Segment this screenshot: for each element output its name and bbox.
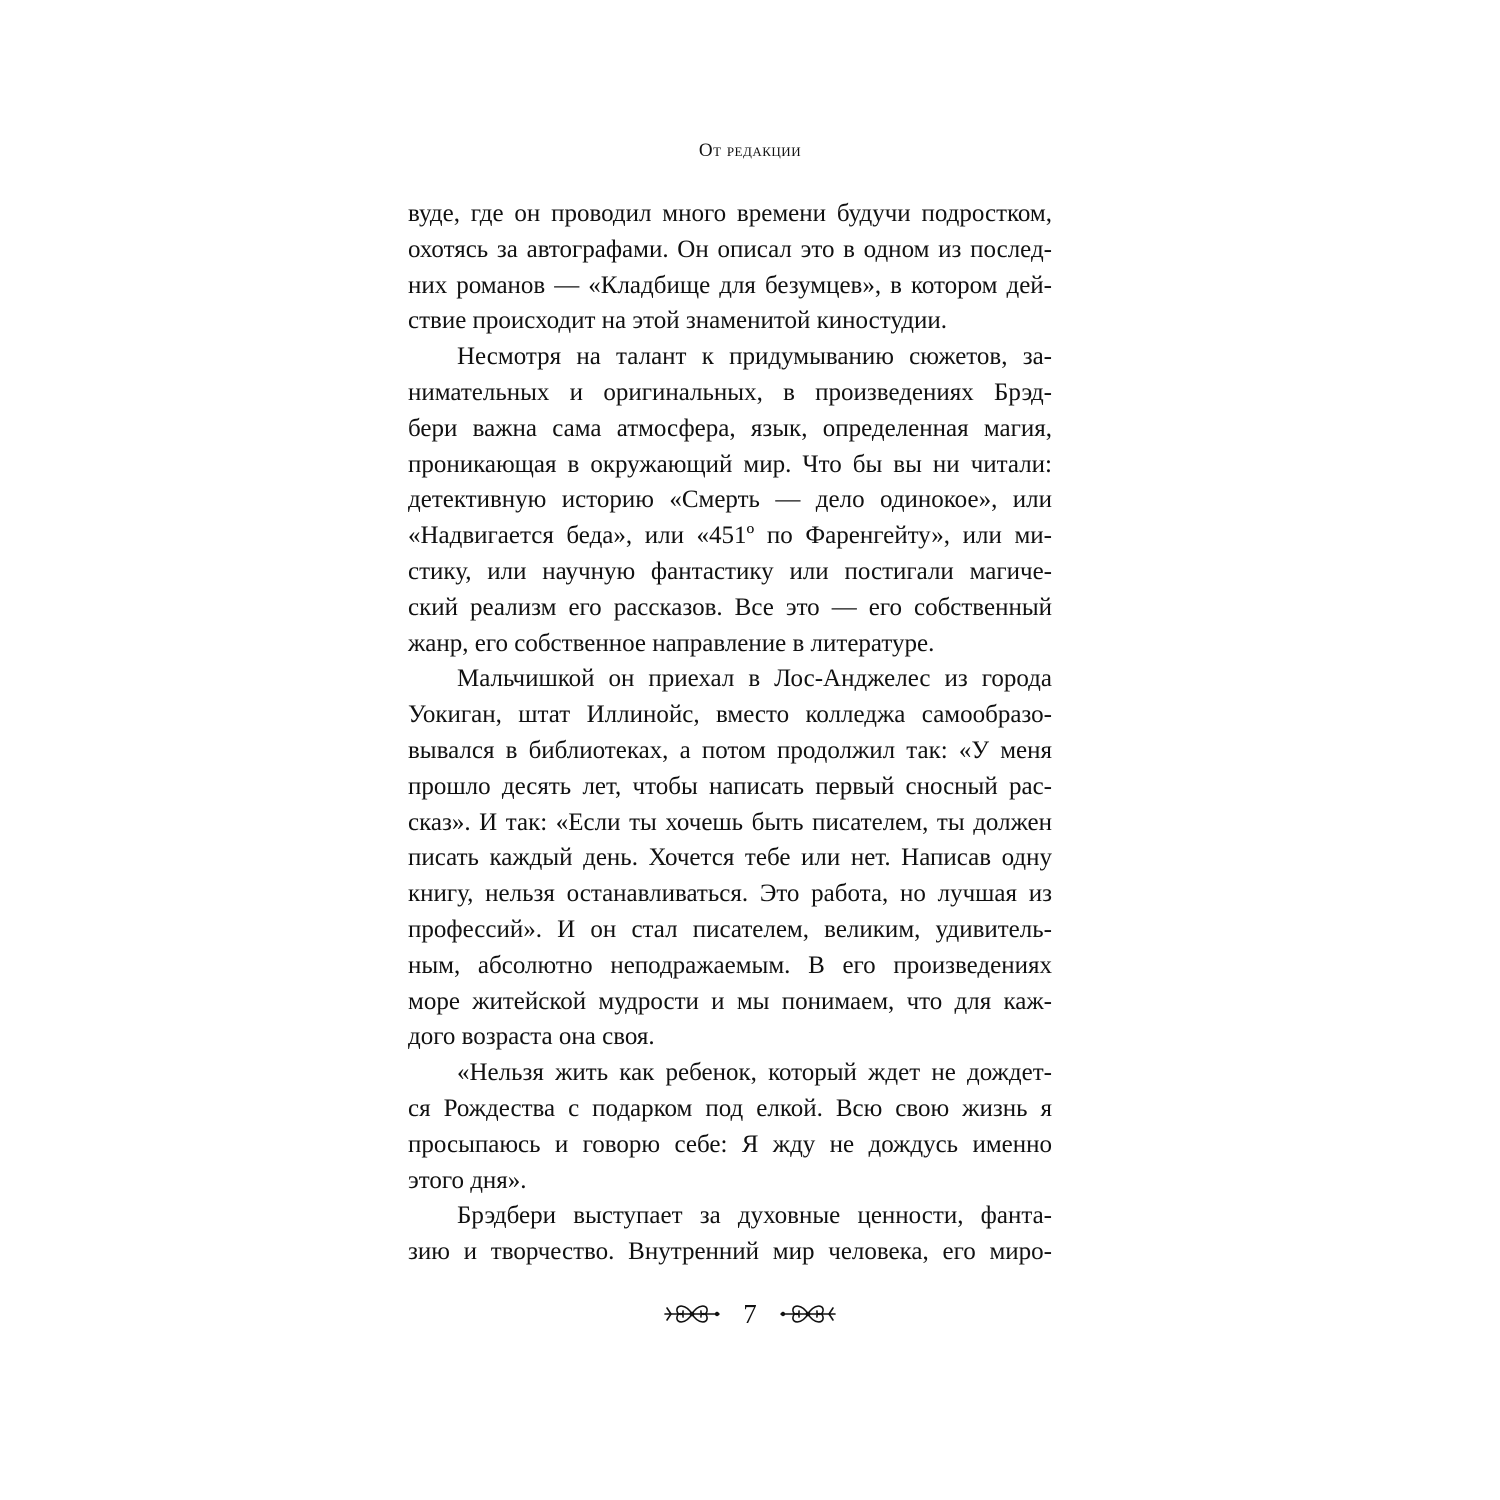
text-line: стику, или научную фантастику или постигали магиче- [408,557,1052,585]
body-text [408,196,1052,1270]
text-line: сказ». И так: «Если ты хочешь быть писателем, ты должен [408,808,1052,836]
text-line: ся Рождества с подарком под елкой. Всю свою жизнь я [408,1094,1052,1122]
text-line: нимательных и оригинальных, в произведениях Брэд- [408,378,1052,406]
text-line: Брэдбери выступает за духовные ценности, фанта- [457,1202,1052,1230]
running-head: От редакции [698,140,802,161]
text-line: вывался в библиотеках, а потом продолжил так: «У меня [408,736,1052,764]
text-line: этого дня». [408,1166,527,1194]
text-line: зию и творчество. Внутренний мир человека, его миро- [408,1238,1052,1266]
text-line: проникающая в окружающий мир. Что бы вы ни читали: [408,450,1052,478]
text-line: «Нельзя жить как ребенок, который ждет не дождет- [457,1059,1052,1087]
page-number: 7 [743,1299,757,1329]
text-line: писать каждый день. Хочется тебе или нет. Написав одну [408,844,1052,872]
text-line: Уокиган, штат Иллинойс, вместо колледжа самообразо- [408,701,1052,729]
text-line: жанр, его собственное направление в литературе. [408,629,935,657]
text-line: ский реализм его рассказов. Все это — его собственный [408,593,1052,621]
text-line: прошло десять лет, чтобы написать первый сносный рас- [408,772,1052,800]
text-line: дого возраста она своя. [408,1023,655,1051]
text-line: охотясь за автографами. Он описал это в одном из послед- [408,235,1052,263]
flourish-ornament-icon [661,1299,723,1329]
text-line: профессий». И он стал писателем, великим, удивитель- [408,915,1052,943]
text-line: море житейской мудрости и мы понимаем, что для каж- [408,987,1052,1015]
text-line: книгу, нельзя останавливаться. Это работа, но лучшая из [408,880,1052,908]
text-line: вуде, где он проводил много времени будучи подростком, [408,200,1052,227]
flourish-ornament-icon [777,1299,839,1329]
text-line: Несмотря на талант к придумыванию сюжетов, за- [457,343,1052,371]
text-line: ным, абсолютно неподражаемым. В его произведениях [408,951,1052,979]
text-line: просыпаюсь и говорю себе: Я жду не дождусь именно [408,1130,1052,1158]
text-line: ствие происходит на этой знаменитой киностудии. [408,307,947,335]
text-line: них романов — «Кладбище для безумцев», в котором дей- [408,271,1052,299]
text-line: детективную историю «Смерть — дело одинокое», или [408,486,1052,514]
folio [0,1292,1500,1336]
text-line: бери важна сама атмосфера, язык, определенная магия, [408,414,1052,442]
text-line: «Надвигается беда», или «451º по Фаренгейту», или ми- [408,522,1052,550]
text-line: Мальчишкой он приехал в Лос-Анджелес из города [457,665,1052,693]
